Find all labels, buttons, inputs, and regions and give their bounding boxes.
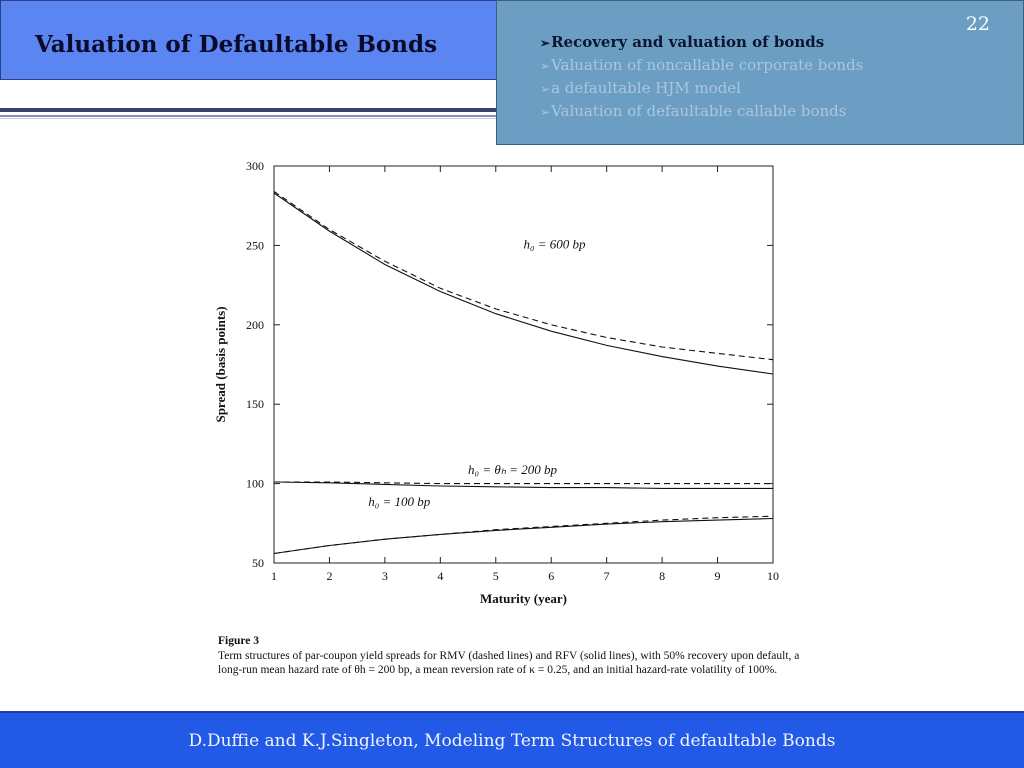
- toc-item[interactable]: [540, 54, 863, 77]
- arrow-bullet-icon: ➢: [540, 82, 551, 96]
- toc-item-label: Recovery and valuation of bonds: [551, 33, 825, 51]
- toc-list: [540, 31, 863, 123]
- arrow-bullet-icon: ➢: [540, 36, 551, 50]
- x-tick-label: 6: [548, 569, 555, 583]
- x-tick-label: 10: [767, 569, 779, 583]
- y-tick-label: 200: [246, 317, 264, 332]
- series-annotation: h₀ = 100 bp: [368, 493, 431, 509]
- figure-caption: [218, 634, 808, 678]
- y-tick-label: 250: [246, 238, 264, 253]
- series-line-dashed: [274, 191, 773, 359]
- x-axis-label: Maturity (year): [480, 591, 567, 606]
- x-tick-label: 9: [714, 569, 721, 583]
- arrow-bullet-icon: ➢: [540, 59, 551, 73]
- title-box: [0, 0, 497, 80]
- figure-label: Figure 3: [218, 635, 259, 647]
- toc-item-label: a defaultable HJM model: [551, 79, 741, 97]
- arrow-bullet-icon: ➢: [540, 105, 551, 119]
- series-line-dashed: [274, 516, 773, 553]
- series-annotation: h₀ = 600 bp: [523, 236, 586, 252]
- toc-item[interactable]: [540, 31, 863, 54]
- series-annotation: h₀ = θₕ = 200 bp: [468, 462, 558, 478]
- header-rule: [0, 118, 497, 119]
- chart-svg: [205, 150, 805, 620]
- header-rule: [0, 108, 497, 112]
- toc-panel: [496, 0, 1024, 145]
- toc-item[interactable]: [540, 77, 863, 100]
- x-tick-label: 2: [326, 569, 333, 583]
- toc-item[interactable]: [540, 100, 863, 123]
- toc-item-label: Valuation of defaultable callable bonds: [551, 102, 847, 120]
- x-tick-label: 5: [492, 569, 499, 583]
- y-tick-label: 150: [246, 397, 264, 412]
- figure-caption-text: Term structures of par-coupon yield spreads for RMV (dashed lines) and RFV (solid lines), with 50% recovery upon default, a long-run mean hazard rate of θh = 200 bp, a mean reversion rate of κ = 0.25, and an initial hazard-rate volatility of 100%.: [218, 649, 800, 676]
- series-line-solid: [274, 519, 773, 554]
- footer-bar: [0, 711, 1024, 768]
- x-tick-label: 3: [381, 569, 388, 583]
- toc-item-label: Valuation of noncallable corporate bonds: [551, 56, 864, 74]
- series-line-solid: [274, 193, 773, 374]
- y-tick-label: 300: [246, 159, 264, 173]
- x-tick-label: 7: [603, 569, 610, 583]
- y-tick-label: 50: [252, 556, 264, 570]
- header-rule: [0, 115, 497, 117]
- chart: [205, 150, 805, 620]
- x-tick-label: 8: [659, 569, 666, 583]
- page-title: Valuation of Defaultable Bonds: [35, 31, 438, 58]
- y-axis-label: Spread (basis points): [213, 306, 228, 423]
- footer-citation: D.Duffie and K.J.Singleton, Modeling Term Structures of defaultable Bonds: [188, 731, 836, 751]
- series-line-solid: [274, 482, 773, 488]
- plot-frame: [274, 166, 773, 563]
- x-tick-label: 4: [437, 569, 444, 583]
- y-tick-label: 100: [246, 476, 264, 491]
- x-tick-label: 1: [271, 569, 277, 583]
- slide-number: 22: [965, 13, 990, 35]
